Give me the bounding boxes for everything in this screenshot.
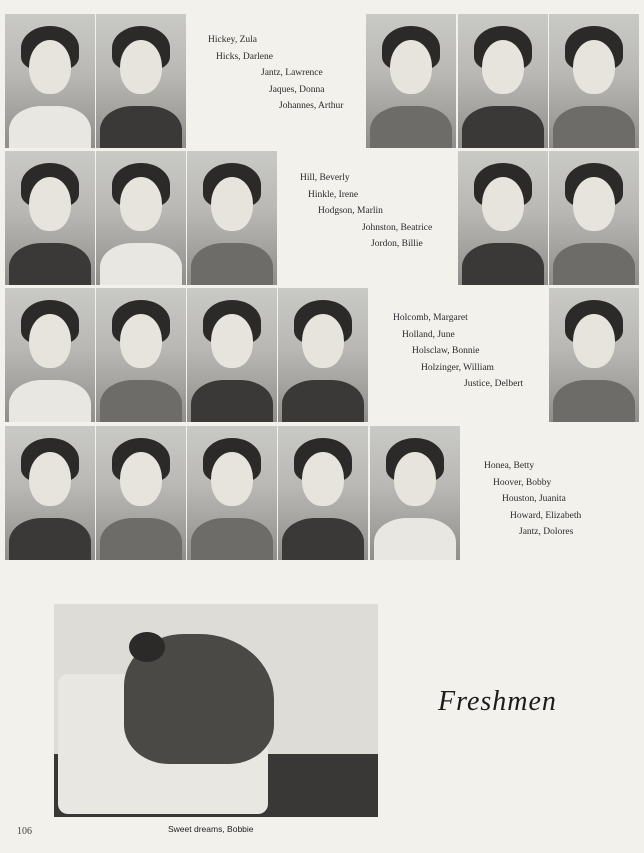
portrait-photo (278, 288, 368, 422)
student-name: Hill, Beverly (300, 173, 350, 183)
student-name: Holzinger, William (421, 362, 494, 373)
photo-caption: Sweet dreams, Bobbie (168, 824, 254, 834)
portrait-photo (5, 288, 95, 422)
student-name: Hicks, Darlene (216, 51, 273, 62)
student-name: Justice, Delbert (464, 379, 524, 389)
student-name: Jaques, Donna (269, 84, 325, 95)
student-name: Johannes, Arthur (279, 101, 344, 111)
name-list-2 (300, 170, 433, 253)
student-name: Hodgson, Marlin (318, 206, 383, 216)
portrait-photo (96, 288, 186, 422)
portrait-photo (458, 14, 548, 148)
student-name: Johnston, Beatrice (362, 222, 433, 233)
portrait-photo (96, 14, 186, 148)
student-name: Holland, June (402, 329, 455, 340)
name-list-3 (393, 310, 524, 393)
portrait-photo (549, 14, 639, 148)
portrait-photo (187, 426, 277, 560)
student-name: Hinkle, Irene (308, 189, 359, 200)
student-name: Holsclaw, Bonnie (412, 346, 480, 356)
name-list-1 (208, 32, 344, 115)
page-number: 106 (17, 826, 32, 837)
portrait-photo (549, 151, 639, 285)
portrait-photo (5, 151, 95, 285)
portrait-photo (96, 426, 186, 560)
student-name: Jordon, Billie (371, 239, 423, 249)
student-name: Jantz, Lawrence (261, 68, 323, 78)
portrait-photo (5, 14, 95, 148)
candid-photo (54, 604, 378, 817)
student-name: Howard, Elizabeth (510, 510, 582, 521)
portrait-photo (366, 14, 456, 148)
portrait-photo (187, 288, 277, 422)
portrait-photo (458, 151, 548, 285)
student-name: Houston, Juanita (502, 494, 566, 504)
student-name: Honea, Betty (484, 461, 535, 471)
portrait-photo (549, 288, 639, 422)
name-list-4 (484, 458, 582, 541)
student-name: Hoover, Bobby (493, 477, 552, 488)
portrait-photo (187, 151, 277, 285)
portrait-photo (370, 426, 460, 560)
portrait-photo (5, 426, 95, 560)
student-name: Holcomb, Margaret (393, 313, 468, 323)
portrait-photo (96, 151, 186, 285)
student-name: Hickey, Zula (208, 35, 257, 45)
student-name: Jantz, Dolores (519, 527, 574, 537)
section-title: Freshmen (438, 686, 557, 717)
portrait-photo (278, 426, 368, 560)
